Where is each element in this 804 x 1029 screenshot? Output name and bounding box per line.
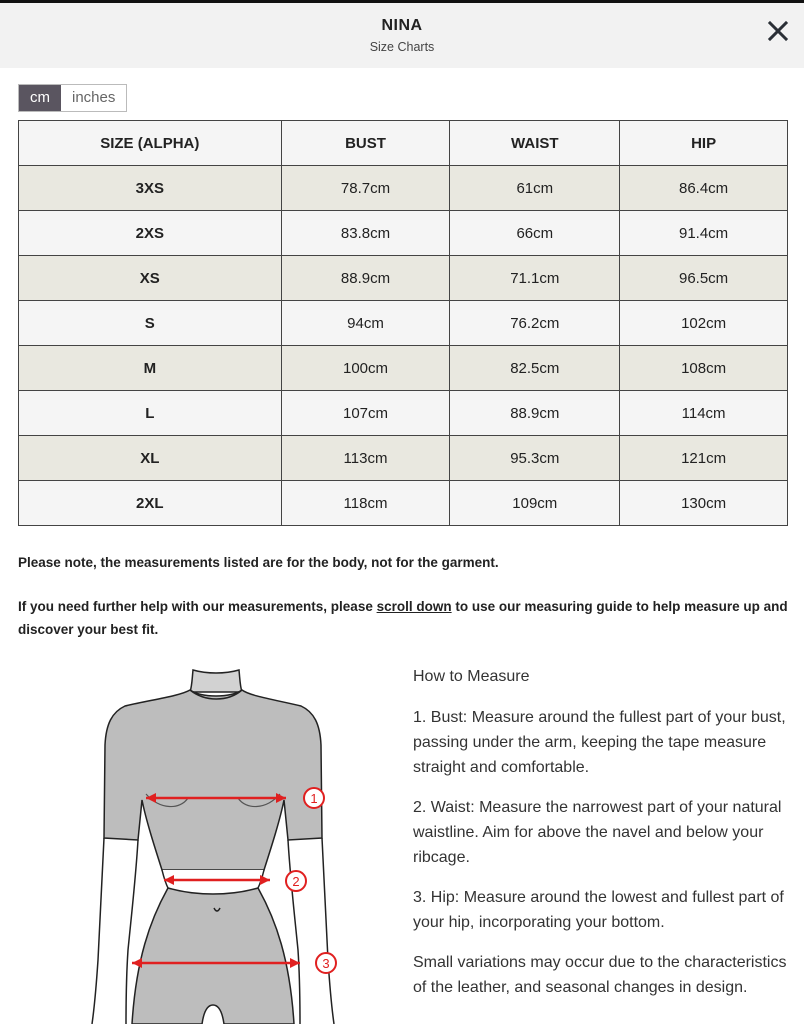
hip-cell: 130cm [620,481,788,526]
product-title: NINA [381,17,423,34]
size-cell: 3XS [19,166,282,211]
body-measurement-note: Please note, the measurements listed are for the body, not for the garment. [18,555,499,570]
column-header-waist: WAIST [450,121,620,166]
table-row [19,391,788,436]
table-row [19,211,788,256]
scroll-down-link[interactable]: scroll down [376,599,452,614]
modal-header [0,3,804,68]
bust-marker [304,788,324,808]
table-row [19,301,788,346]
measurement-figure [80,660,370,1024]
guide-heading: How to Measure [413,668,530,685]
table-row [19,481,788,526]
bust-cell: 100cm [281,346,450,391]
guide-waist: 2. Waist: Measure the narrowest part of your natural waistline. Aim for above the navel and below your ribcage. [413,799,782,866]
help-text-before: If you need further help with our measurements, please [18,599,377,614]
column-header-bust: BUST [281,121,450,166]
marker-label: 3 [322,956,330,971]
hip-cell: 114cm [620,391,788,436]
size-cell: XL [19,436,282,481]
waist-cell: 61cm [450,166,620,211]
modal-subtitle: Size Charts [369,40,435,54]
guide-variations: Small variations may occur due to the characteristics of the leather, and seasonal changes in design. [413,954,787,996]
hip-cell: 86.4cm [620,166,788,211]
help-text-after: to use our measuring guide to help measure up and discover your best fit. [18,599,788,637]
table-row [19,166,788,211]
hip-cell: 102cm [620,301,788,346]
bust-cell: 88.9cm [281,256,450,301]
bust-cell: 113cm [281,436,450,481]
hip-cell: 108cm [620,346,788,391]
waist-cell: 66cm [450,211,620,256]
table-header-row [19,121,788,166]
size-chart-table [18,120,788,526]
bust-cell: 118cm [281,481,450,526]
bust-cell: 78.7cm [281,166,450,211]
size-cell: 2XS [19,211,282,256]
guide-hip: 3. Hip: Measure around the lowest and fullest part of your hip, incorporating your bottom. [413,889,784,931]
body-illustration [80,660,370,1024]
hip-cell: 91.4cm [620,211,788,256]
size-cell: S [19,301,282,346]
column-header-hip: HIP [620,121,788,166]
close-button[interactable] [766,19,790,43]
waist-marker [286,871,306,891]
measuring-guide [413,664,798,1015]
marker-label: 2 [292,874,300,889]
unit-cm-button[interactable]: cm [19,85,61,111]
waist-cell: 95.3cm [450,436,620,481]
unit-inches-button[interactable]: inches [61,85,126,111]
waist-cell: 76.2cm [450,301,620,346]
size-cell: L [19,391,282,436]
table-row [19,346,788,391]
size-cell: XS [19,256,282,301]
marker-label: 1 [310,791,318,806]
help-text [18,595,788,641]
table-row [19,436,788,481]
bust-cell: 94cm [281,301,450,346]
column-header-size: SIZE (ALPHA) [19,121,282,166]
waist-cell: 88.9cm [450,391,620,436]
hip-marker [316,953,336,973]
close-icon [766,19,790,43]
size-cell: 2XL [19,481,282,526]
waist-cell: 109cm [450,481,620,526]
size-cell: M [19,346,282,391]
waist-cell: 71.1cm [450,256,620,301]
table-row [19,256,788,301]
unit-toggle [18,84,127,112]
bust-cell: 107cm [281,391,450,436]
guide-bust: 1. Bust: Measure around the fullest part of your bust, passing under the arm, keeping the tape measure straight and comfortable. [413,709,786,776]
hip-cell: 121cm [620,436,788,481]
bust-cell: 83.8cm [281,211,450,256]
hip-cell: 96.5cm [620,256,788,301]
waist-cell: 82.5cm [450,346,620,391]
